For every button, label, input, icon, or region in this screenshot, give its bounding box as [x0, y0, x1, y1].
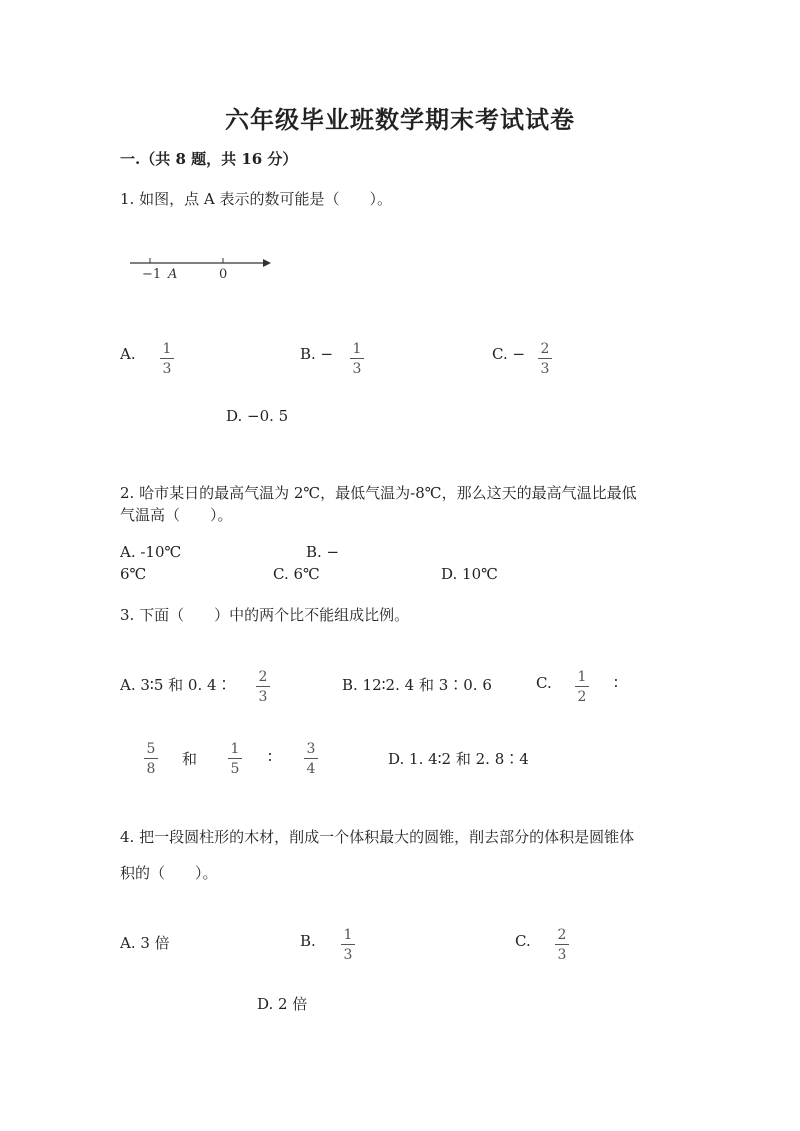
question-2-line-2: 气温高（ ）。	[120, 506, 233, 524]
question-4-line-2: 积的（ ）。	[120, 864, 218, 882]
section-header: 一.（共 8 题，共 16 分）	[120, 150, 298, 168]
q3-option-c-colon-1: ∶	[614, 674, 618, 692]
q1-option-d[interactable]: D. −0. 5	[226, 407, 289, 425]
q3-option-c-fraction-3: 1 5	[228, 742, 242, 776]
q1-option-a-label[interactable]: A.	[120, 345, 136, 363]
q3-option-c-fraction-4: 3 4	[304, 742, 318, 776]
q2-option-c[interactable]: C. 6℃	[273, 565, 320, 583]
q4-option-b-label[interactable]: B.	[300, 932, 316, 950]
q4-option-a[interactable]: A. 3 倍	[120, 934, 170, 952]
question-3-text: 3. 下面（ ）中的两个比不能组成比例。	[120, 606, 410, 624]
q2-option-a[interactable]: A. -10℃	[120, 543, 182, 561]
q3-option-c-and: 和	[182, 750, 198, 768]
q3-option-c-fraction-1: 1 2	[575, 670, 589, 704]
question-4-line-1: 4. 把一段圆柱形的木材，削成一个体积最大的圆锥，削去部分的体积是圆锥体	[120, 828, 635, 846]
q2-option-b-value[interactable]: 6℃	[120, 565, 147, 583]
q3-option-c-label[interactable]: C.	[536, 674, 552, 692]
q3-option-c-fraction-2: 5 8	[144, 742, 158, 776]
q1-option-a-fraction: 1 3	[160, 342, 174, 376]
q4-option-b-fraction: 1 3	[341, 928, 355, 962]
q3-option-a-fraction: 2 3	[256, 670, 270, 704]
q3-option-c-colon-2: ∶	[268, 748, 272, 766]
question-1-text: 1. 如图，点 A 表示的数可能是（ ）。	[120, 190, 392, 208]
q1-option-b-label[interactable]: B. −	[300, 345, 334, 363]
number-line-label-a: A	[168, 267, 178, 282]
q4-option-c-label[interactable]: C.	[515, 932, 531, 950]
q1-option-c-fraction: 2 3	[538, 342, 552, 376]
q4-option-c-fraction: 2 3	[555, 928, 569, 962]
q3-option-a-label[interactable]: A. 3∶5 和 0. 4∶	[120, 676, 232, 694]
q1-option-c-label[interactable]: C. −	[492, 345, 526, 363]
q3-option-d[interactable]: D. 1. 4∶2 和 2. 8∶4	[388, 750, 529, 768]
q3-option-b[interactable]: B. 12∶2. 4 和 3∶0. 6	[342, 676, 492, 694]
number-line-figure	[125, 250, 275, 290]
q2-option-d[interactable]: D. 10℃	[441, 565, 498, 583]
q2-option-b-label[interactable]: B. −	[306, 543, 340, 561]
number-line-label-0: 0	[219, 267, 228, 282]
q4-option-d[interactable]: D. 2 倍	[257, 995, 308, 1013]
number-line-label-neg1: −1	[142, 267, 162, 282]
question-2-line-1: 2. 哈市某日的最高气温为 2℃，最低气温为-8℃，那么这天的最高气温比最低	[120, 484, 637, 502]
page-title: 六年级毕业班数学期末考试试卷	[225, 105, 575, 134]
q1-option-b-fraction: 1 3	[350, 342, 364, 376]
